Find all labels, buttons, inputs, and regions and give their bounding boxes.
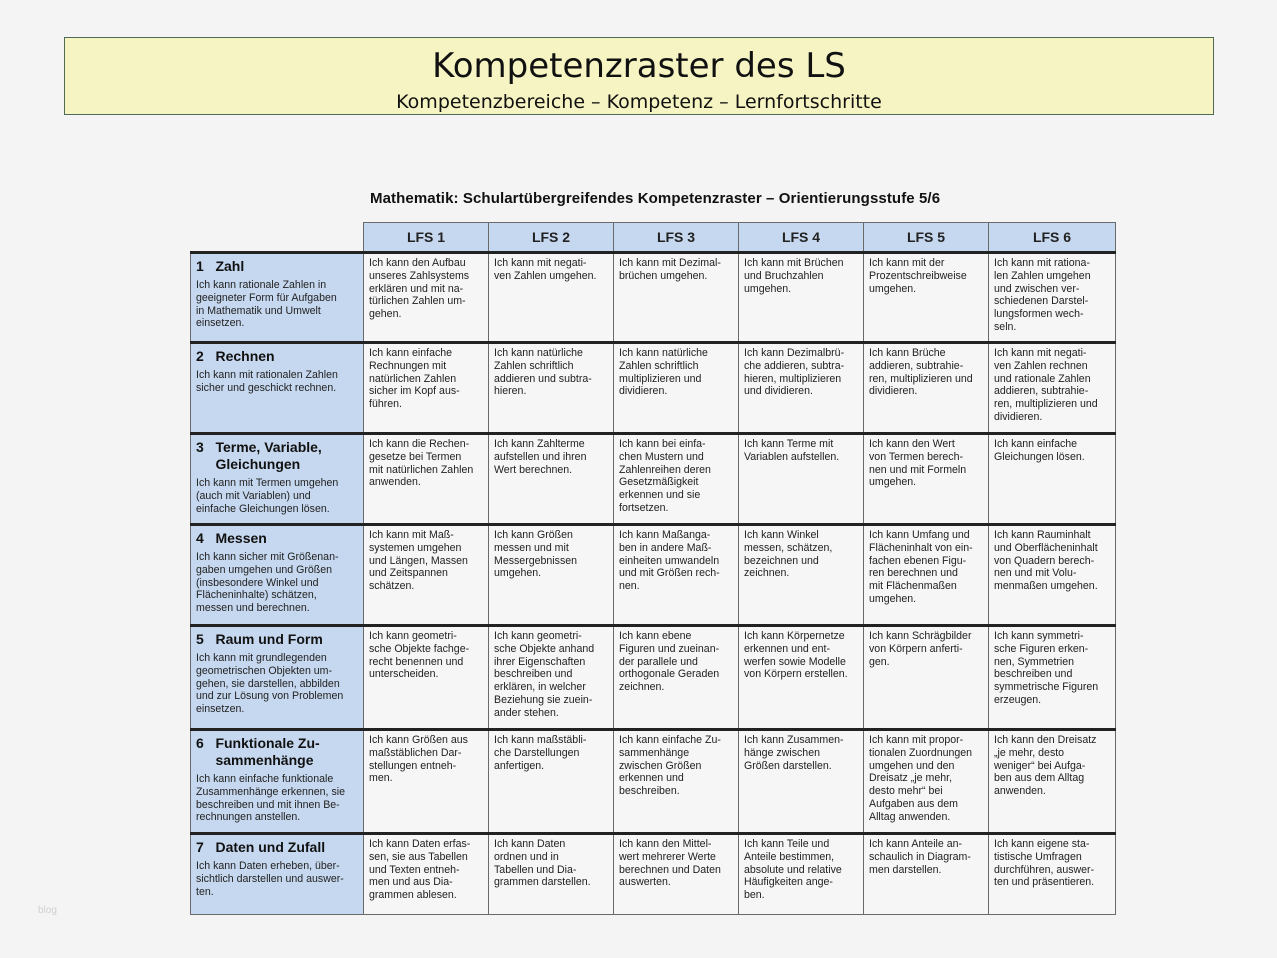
banner-subtitle: Kompetenzbereiche – Kompetenz – Lernfortschritte <box>396 91 882 113</box>
competency-area-title: 6 Funktionale Zu- sammenhänge <box>196 735 320 768</box>
competency-cell-lfs-6: Ich kann mit negati- ven Zahlen rechnen und rationale Zahlen addieren, subtrahie- ren, multiplizieren und dividieren. <box>989 343 1116 434</box>
competency-cell-lfs-1: Ich kann Daten erfas- sen, sie aus Tabellen und Texten entneh- men und aus Dia- grammen ablesen. <box>364 834 489 915</box>
competency-cell-lfs-4: Ich kann Winkel messen, schätzen, bezeichnen und zeichnen. <box>739 525 864 626</box>
competency-grid <box>190 222 1116 915</box>
table-row <box>191 730 1116 834</box>
competency-area-cell <box>191 525 364 626</box>
competency-cell-lfs-5: Ich kann mit propor- tionalen Zuordnungen umgehen und den Dreisatz „je mehr, desto mehr“ bei Aufgaben aus dem Alltag anwenden. <box>864 730 989 834</box>
competency-area-description: Ich kann sicher mit Größenan- gaben umgehen und Größen (insbesondere Winkel und Flächeninhalte) schätzen, messen und berechnen. <box>196 551 339 615</box>
table-row <box>191 253 1116 343</box>
competency-cell-lfs-5: Ich kann Brüche addieren, subtrahie- ren, multiplizieren und dividieren. <box>864 343 989 434</box>
banner-title: Kompetenzraster des LS <box>432 46 846 86</box>
competency-cell-lfs-5: Ich kann den Wert von Termen berech- nen und mit Formeln umgehen. <box>864 434 989 525</box>
competency-cell-lfs-1: Ich kann den Aufbau unseres Zahlsystems erklären und mit na- türlichen Zahlen um- gehen. <box>364 253 489 343</box>
competency-cell-lfs-6: Ich kann Rauminhalt und Oberflächeninhalt von Quadern berech- nen und mit Volu- menmaßen umgehen. <box>989 525 1116 626</box>
column-header-lfs-6: LFS 6 <box>989 223 1116 253</box>
competency-cell-lfs-4: Ich kann Dezimalbrü- che addieren, subtra- hieren, multiplizieren und dividieren. <box>739 343 864 434</box>
competency-cell-lfs-3: Ich kann Maßanga- ben in andere Maß- einheiten umwandeln und mit Größen rech- nen. <box>614 525 739 626</box>
competency-cell-lfs-5: Ich kann Umfang und Flächeninhalt von ein- fachen ebenen Figu- ren berechnen und mit Flächenmaßen umgehen. <box>864 525 989 626</box>
competency-cell-lfs-2: Ich kann geometri- sche Objekte anhand ihrer Eigenschaften beschreiben und erklären, in welcher Beziehung sie zuein- ander stehen. <box>489 626 614 730</box>
table-row <box>191 525 1116 626</box>
competency-area-title: 3 Terme, Variable, Gleichungen <box>196 439 322 472</box>
competency-area-title: 7 Daten und Zufall <box>196 839 326 855</box>
competency-cell-lfs-2: Ich kann Größen messen und mit Messergebnissen umgehen. <box>489 525 614 626</box>
watermark: blog <box>38 905 57 916</box>
competency-area-description: Ich kann Daten erheben, über- sichtlich darstellen und auswer- ten. <box>196 860 344 898</box>
column-header-lfs-3: LFS 3 <box>614 223 739 253</box>
competency-cell-lfs-1: Ich kann mit Maß- systemen umgehen und Längen, Massen und Zeitspannen schätzen. <box>364 525 489 626</box>
competency-area-description: Ich kann einfache funktionale Zusammenhänge erkennen, sie beschreiben und mit ihnen Be- rechnungen anstellen. <box>196 773 345 824</box>
title-banner <box>64 37 1214 115</box>
competency-cell-lfs-2: Ich kann Zahlterme aufstellen und ihren Wert berechnen. <box>489 434 614 525</box>
competency-cell-lfs-3: Ich kann bei einfa- chen Mustern und Zahlenreihen deren Gesetzmäßigkeit erkennen und sie fortsetzen. <box>614 434 739 525</box>
competency-cell-lfs-4: Ich kann mit Brüchen und Bruchzahlen umgehen. <box>739 253 864 343</box>
competency-area-cell <box>191 434 364 525</box>
competency-area-description: Ich kann rationale Zahlen in geeigneter Form für Aufgaben in Mathematik und Umwelt einsetzen. <box>196 279 337 330</box>
competency-cell-lfs-3: Ich kann den Mittel- wert mehrerer Werte berechnen und Daten auswerten. <box>614 834 739 915</box>
column-header-lfs-1: LFS 1 <box>364 223 489 253</box>
table-row <box>191 834 1116 915</box>
competency-cell-lfs-4: Ich kann Körpernetze erkennen und ent- werfen sowie Modelle von Körpern erstellen. <box>739 626 864 730</box>
competency-cell-lfs-5: Ich kann Schrägbilder von Körpern anferti- gen. <box>864 626 989 730</box>
competency-cell-lfs-6: Ich kann eigene sta- tistische Umfragen durchführen, auswer- ten und präsentieren. <box>989 834 1116 915</box>
competency-cell-lfs-6: Ich kann symmetri- sche Figuren erken- nen, Symmetrien beschreiben und symmetrische Figuren erzeugen. <box>989 626 1116 730</box>
competency-area-cell <box>191 834 364 915</box>
competency-area-title: 4 Messen <box>196 530 267 546</box>
competency-area-title: 2 Rechnen <box>196 348 275 364</box>
competency-cell-lfs-5: Ich kann mit der Prozentschreibweise umgehen. <box>864 253 989 343</box>
competency-cell-lfs-1: Ich kann die Rechen- gesetze bei Termen mit natürlichen Zahlen anwenden. <box>364 434 489 525</box>
competency-cell-lfs-6: Ich kann den Dreisatz „je mehr, desto weniger“ bei Aufga- ben aus dem Alltag anwenden. <box>989 730 1116 834</box>
competency-cell-lfs-6: Ich kann einfache Gleichungen lösen. <box>989 434 1116 525</box>
table-row <box>191 434 1116 525</box>
competency-cell-lfs-2: Ich kann mit negati- ven Zahlen umgehen. <box>489 253 614 343</box>
competency-area-description: Ich kann mit rationalen Zahlen sicher und geschickt rechnen. <box>196 369 338 394</box>
competency-cell-lfs-4: Ich kann Teile und Anteile bestimmen, absolute und relative Häufigkeiten ange- ben. <box>739 834 864 915</box>
header-row <box>191 223 1116 253</box>
column-header-lfs-4: LFS 4 <box>739 223 864 253</box>
competency-cell-lfs-4: Ich kann Zusammen- hänge zwischen Größen darstellen. <box>739 730 864 834</box>
competency-cell-lfs-3: Ich kann natürliche Zahlen schriftlich multiplizieren und dividieren. <box>614 343 739 434</box>
competency-area-cell <box>191 626 364 730</box>
competency-cell-lfs-2: Ich kann maßstäbli- che Darstellungen anfertigen. <box>489 730 614 834</box>
competency-area-description: Ich kann mit grundlegenden geometrischen Objekten um- gehen, sie darstellen, abbilden und zur Lösung von Problemen einsetzen. <box>196 652 344 716</box>
competency-area-title: 1 Zahl <box>196 258 245 274</box>
competency-area-description: Ich kann mit Termen umgehen (auch mit Variablen) und einfache Gleichungen lösen. <box>196 477 339 515</box>
competency-cell-lfs-3: Ich kann einfache Zu- sammenhänge zwischen Größen erkennen und beschreiben. <box>614 730 739 834</box>
competency-cell-lfs-2: Ich kann natürliche Zahlen schriftlich addieren und subtra- hieren. <box>489 343 614 434</box>
column-header-lfs-5: LFS 5 <box>864 223 989 253</box>
competency-cell-lfs-2: Ich kann Daten ordnen und in Tabellen und Dia- grammen darstellen. <box>489 834 614 915</box>
competency-cell-lfs-1: Ich kann einfache Rechnungen mit natürlichen Zahlen sicher im Kopf aus- führen. <box>364 343 489 434</box>
competency-area-cell <box>191 730 364 834</box>
corner-cell <box>191 223 364 253</box>
competency-area-title: 5 Raum und Form <box>196 631 323 647</box>
document-title: Mathematik: Schulartübergreifendes Kompetenzraster – Orientierungsstufe 5/6 <box>370 190 941 207</box>
competency-cell-lfs-6: Ich kann mit rationa- len Zahlen umgehen und zwischen ver- schiedenen Darstel- lungsformen wech- seln. <box>989 253 1116 343</box>
competency-cell-lfs-5: Ich kann Anteile an- schaulich in Diagram- men darstellen. <box>864 834 989 915</box>
competency-cell-lfs-3: Ich kann ebene Figuren und zueinan- der parallele und orthogonale Geraden zeichnen. <box>614 626 739 730</box>
competency-area-cell <box>191 343 364 434</box>
competency-cell-lfs-4: Ich kann Terme mit Variablen aufstellen. <box>739 434 864 525</box>
table-row <box>191 343 1116 434</box>
table-row <box>191 626 1116 730</box>
competency-cell-lfs-1: Ich kann geometri- sche Objekte fachge- recht benennen und unterscheiden. <box>364 626 489 730</box>
competency-cell-lfs-1: Ich kann Größen aus maßstäblichen Dar- stellungen entneh- men. <box>364 730 489 834</box>
column-header-lfs-2: LFS 2 <box>489 223 614 253</box>
competency-cell-lfs-3: Ich kann mit Dezimal- brüchen umgehen. <box>614 253 739 343</box>
competency-area-cell <box>191 253 364 343</box>
